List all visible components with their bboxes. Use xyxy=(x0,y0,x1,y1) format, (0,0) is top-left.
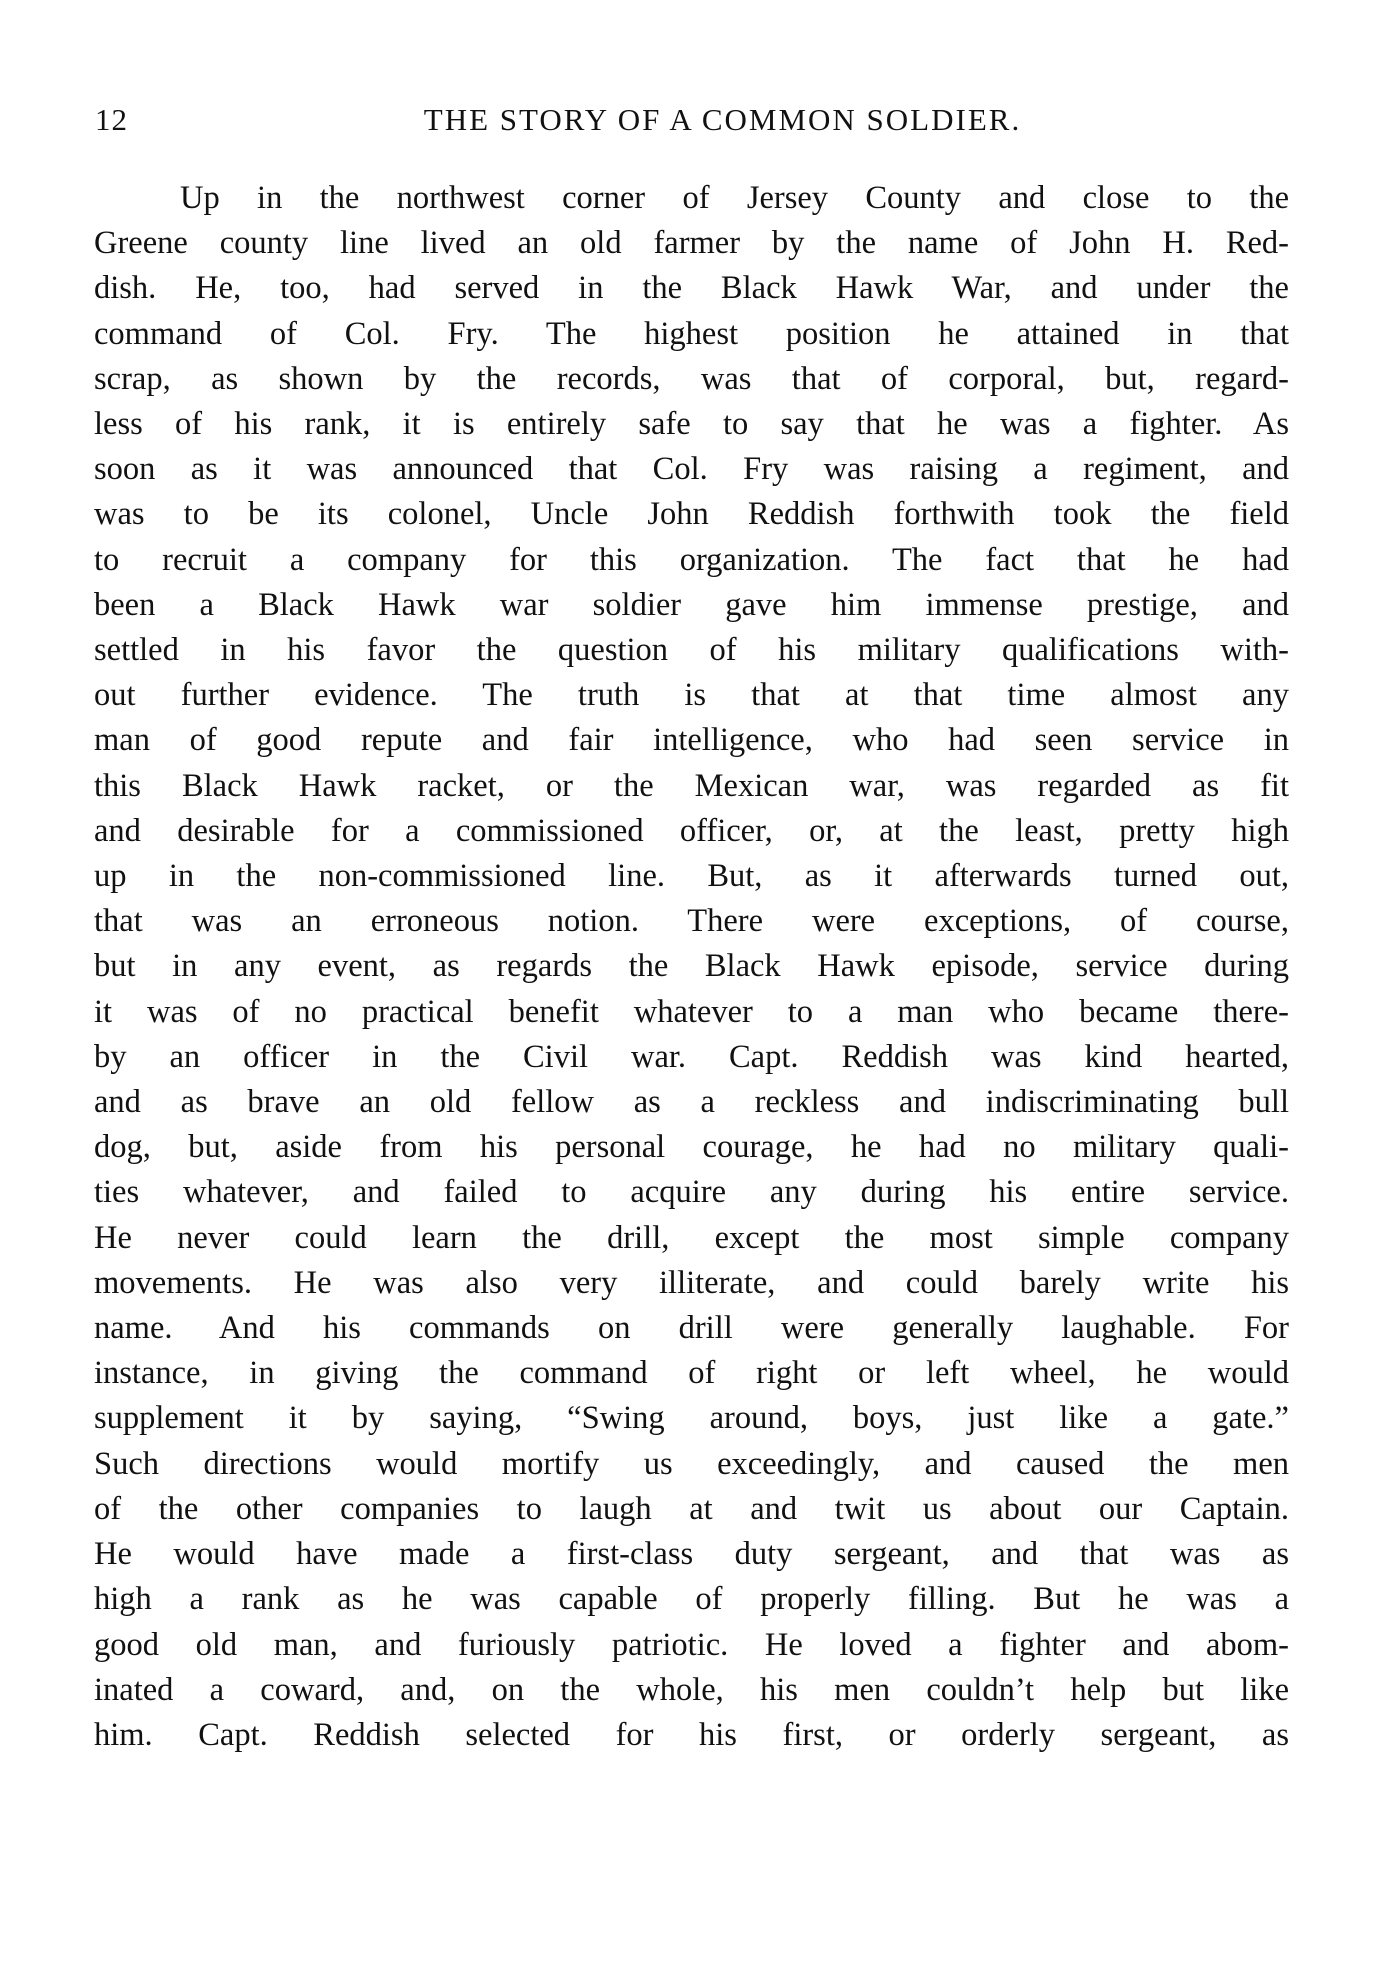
text-line: Such directions would mortify us exceedingly, and caused the men xyxy=(94,1445,1289,1482)
text-line: command of Col. Fry. The highest position he attained in that xyxy=(94,315,1289,352)
running-head xyxy=(95,102,1290,146)
text-line: Greene county line lived an old farmer by the name of John H. Red- xyxy=(94,225,1289,262)
text-line: this Black Hawk racket, or the Mexican war, was regarded as fit xyxy=(94,767,1289,804)
body-paragraph xyxy=(94,176,1289,1758)
text-line: up in the non-commissioned line. But, as it afterwards turned out, xyxy=(94,858,1289,895)
text-line: settled in his favor the question of his military qualifications with- xyxy=(94,632,1289,669)
text-line: good old man, and furiously patriotic. He loved a fighter and abom- xyxy=(94,1626,1289,1663)
text-line: Up in the northwest corner of Jersey County and close to the xyxy=(180,180,1289,216)
text-line: and as brave an old fellow as a reckless and indiscriminating bull xyxy=(94,1084,1289,1121)
text-line: high a rank as he was capable of properly filling. But he was a xyxy=(94,1581,1289,1618)
running-title: THE STORY OF A COMMON SOLDIER. xyxy=(423,102,1022,137)
text-line: out further evidence. The truth is that at that time almost any xyxy=(94,677,1289,714)
page-number: 12 xyxy=(95,102,128,137)
text-line: instance, in giving the command of right or left wheel, he would xyxy=(94,1355,1289,1392)
text-line: it was of no practical benefit whatever to a man who became there- xyxy=(94,993,1289,1030)
text-line: inated a coward, and, on the whole, his men couldn’t help but like xyxy=(94,1671,1289,1708)
text-line: to recruit a company for this organization. The fact that he had xyxy=(94,541,1289,578)
text-line: of the other companies to laugh at and twit us about our Captain. xyxy=(94,1490,1289,1527)
text-line: less of his rank, it is entirely safe to say that he was a fighter. As xyxy=(94,406,1289,443)
text-line: was to be its colonel, Uncle John Reddish forthwith took the field xyxy=(94,496,1289,533)
text-line: been a Black Hawk war soldier gave him immense prestige, and xyxy=(94,586,1289,623)
text-line: dog, but, aside from his personal courage, he had no military quali- xyxy=(94,1129,1289,1166)
text-line: and desirable for a commissioned officer, or, at the least, pretty high xyxy=(94,812,1289,849)
text-line: him. Capt. Reddish selected for his first, or orderly sergeant, as xyxy=(94,1716,1289,1753)
text-line: movements. He was also very illiterate, and could barely write his xyxy=(94,1264,1289,1301)
text-line: He never could learn the drill, except the most simple company xyxy=(94,1219,1289,1256)
text-line: by an officer in the Civil war. Capt. Reddish was kind hearted, xyxy=(94,1038,1289,1075)
text-line: supplement it by saying, “Swing around, boys, just like a gate.” xyxy=(94,1400,1289,1437)
text-line: dish. He, too, had served in the Black Hawk War, and under the xyxy=(94,270,1289,307)
text-line: man of good repute and fair intelligence, who had seen service in xyxy=(94,722,1289,759)
text-line: scrap, as shown by the records, was that of corporal, but, regard- xyxy=(94,360,1289,397)
text-line: but in any event, as regards the Black Hawk episode, service during xyxy=(94,948,1289,985)
text-line: ties whatever, and failed to acquire any during his entire service. xyxy=(94,1174,1289,1211)
text-line: name. And his commands on drill were generally laughable. For xyxy=(94,1310,1289,1347)
text-line: He would have made a first-class duty sergeant, and that was as xyxy=(94,1536,1289,1573)
text-line: soon as it was announced that Col. Fry was raising a regiment, and xyxy=(94,451,1289,488)
text-line: that was an erroneous notion. There were exceptions, of course, xyxy=(94,903,1289,940)
